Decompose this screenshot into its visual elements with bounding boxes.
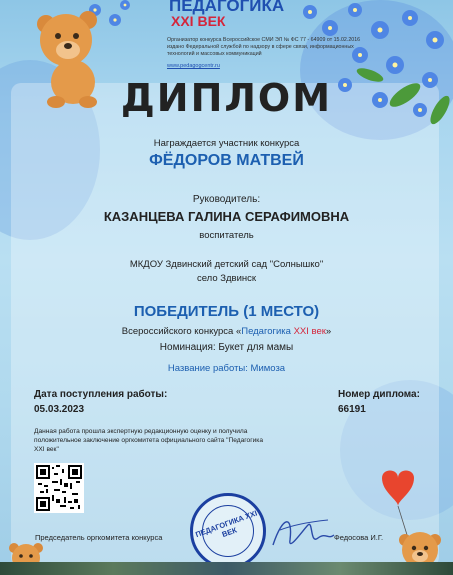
signature-right-name: Федосова И.Г. xyxy=(334,533,384,542)
nomination: Номинация: Букет для мамы xyxy=(159,342,294,353)
work-title: Название работы: Мимоза xyxy=(167,363,286,374)
diploma-title: ДИПЛОМ xyxy=(120,76,333,120)
contest-suffix: » xyxy=(325,326,332,337)
participant-name: ФЁДОРОВ МАТВЕЙ xyxy=(149,152,304,169)
receipt-date-label: Дата поступления работы: xyxy=(34,389,168,400)
institution-name: МКДОУ Здвинский детский сад "Солнышко" xyxy=(129,259,324,270)
contest-name xyxy=(0,326,453,337)
site-link[interactable]: www.pedagogcentr.ru xyxy=(167,63,220,69)
stamp xyxy=(190,493,266,569)
expert-note: Данная работа прошла экспертную редакционную оценку и получила положительное заключение оргкомитета официального сайта "Педагогика XXI век" xyxy=(34,428,264,453)
qr-code-icon xyxy=(36,465,82,511)
logo-subtitle: XXI ВЕК xyxy=(171,13,226,29)
diploma-number-label: Номер диплома: xyxy=(338,389,420,400)
qr-code[interactable] xyxy=(34,463,84,513)
leader-label: Руководитель: xyxy=(192,194,261,205)
leader-name: КАЗАНЦЕВА ГАЛИНА СЕРАФИМОВНА xyxy=(103,209,350,224)
awarded-label: Награждается участник конкурса xyxy=(153,138,300,149)
leader-position: воспитатель xyxy=(199,230,254,241)
result-title: ПОБЕДИТЕЛЬ (1 МЕСТО) xyxy=(133,303,320,320)
organizer-note: Организатор конкурса Всероссийское СМИ ЭЛ № ФС 77 - 64909 от 15.02.2016 издано Федеральной службой по надзору в сфере связи, информационных технологий и массовых коммуникаций xyxy=(167,37,361,57)
contest-prefix: Всероссийского конкурса « xyxy=(121,326,242,337)
diploma-number-value: 66191 xyxy=(338,404,366,415)
receipt-date-value: 05.03.2023 xyxy=(34,404,85,415)
signature-icon xyxy=(268,510,338,555)
logo-title: ПЕДАГОГИКА xyxy=(169,0,285,15)
contest-name-red: XXI век xyxy=(293,326,326,337)
contest-name-blue: Педагогика xyxy=(241,326,294,337)
bottom-photo-strip xyxy=(0,562,453,575)
signature-left-label: Председатель оргкомитета конкурса xyxy=(35,533,163,542)
stamp-text: ПЕДАГОГИКА XXI ВЕК xyxy=(194,508,259,540)
institution-location: село Здвинск xyxy=(196,273,257,284)
bear-balloon-icon xyxy=(360,468,453,568)
